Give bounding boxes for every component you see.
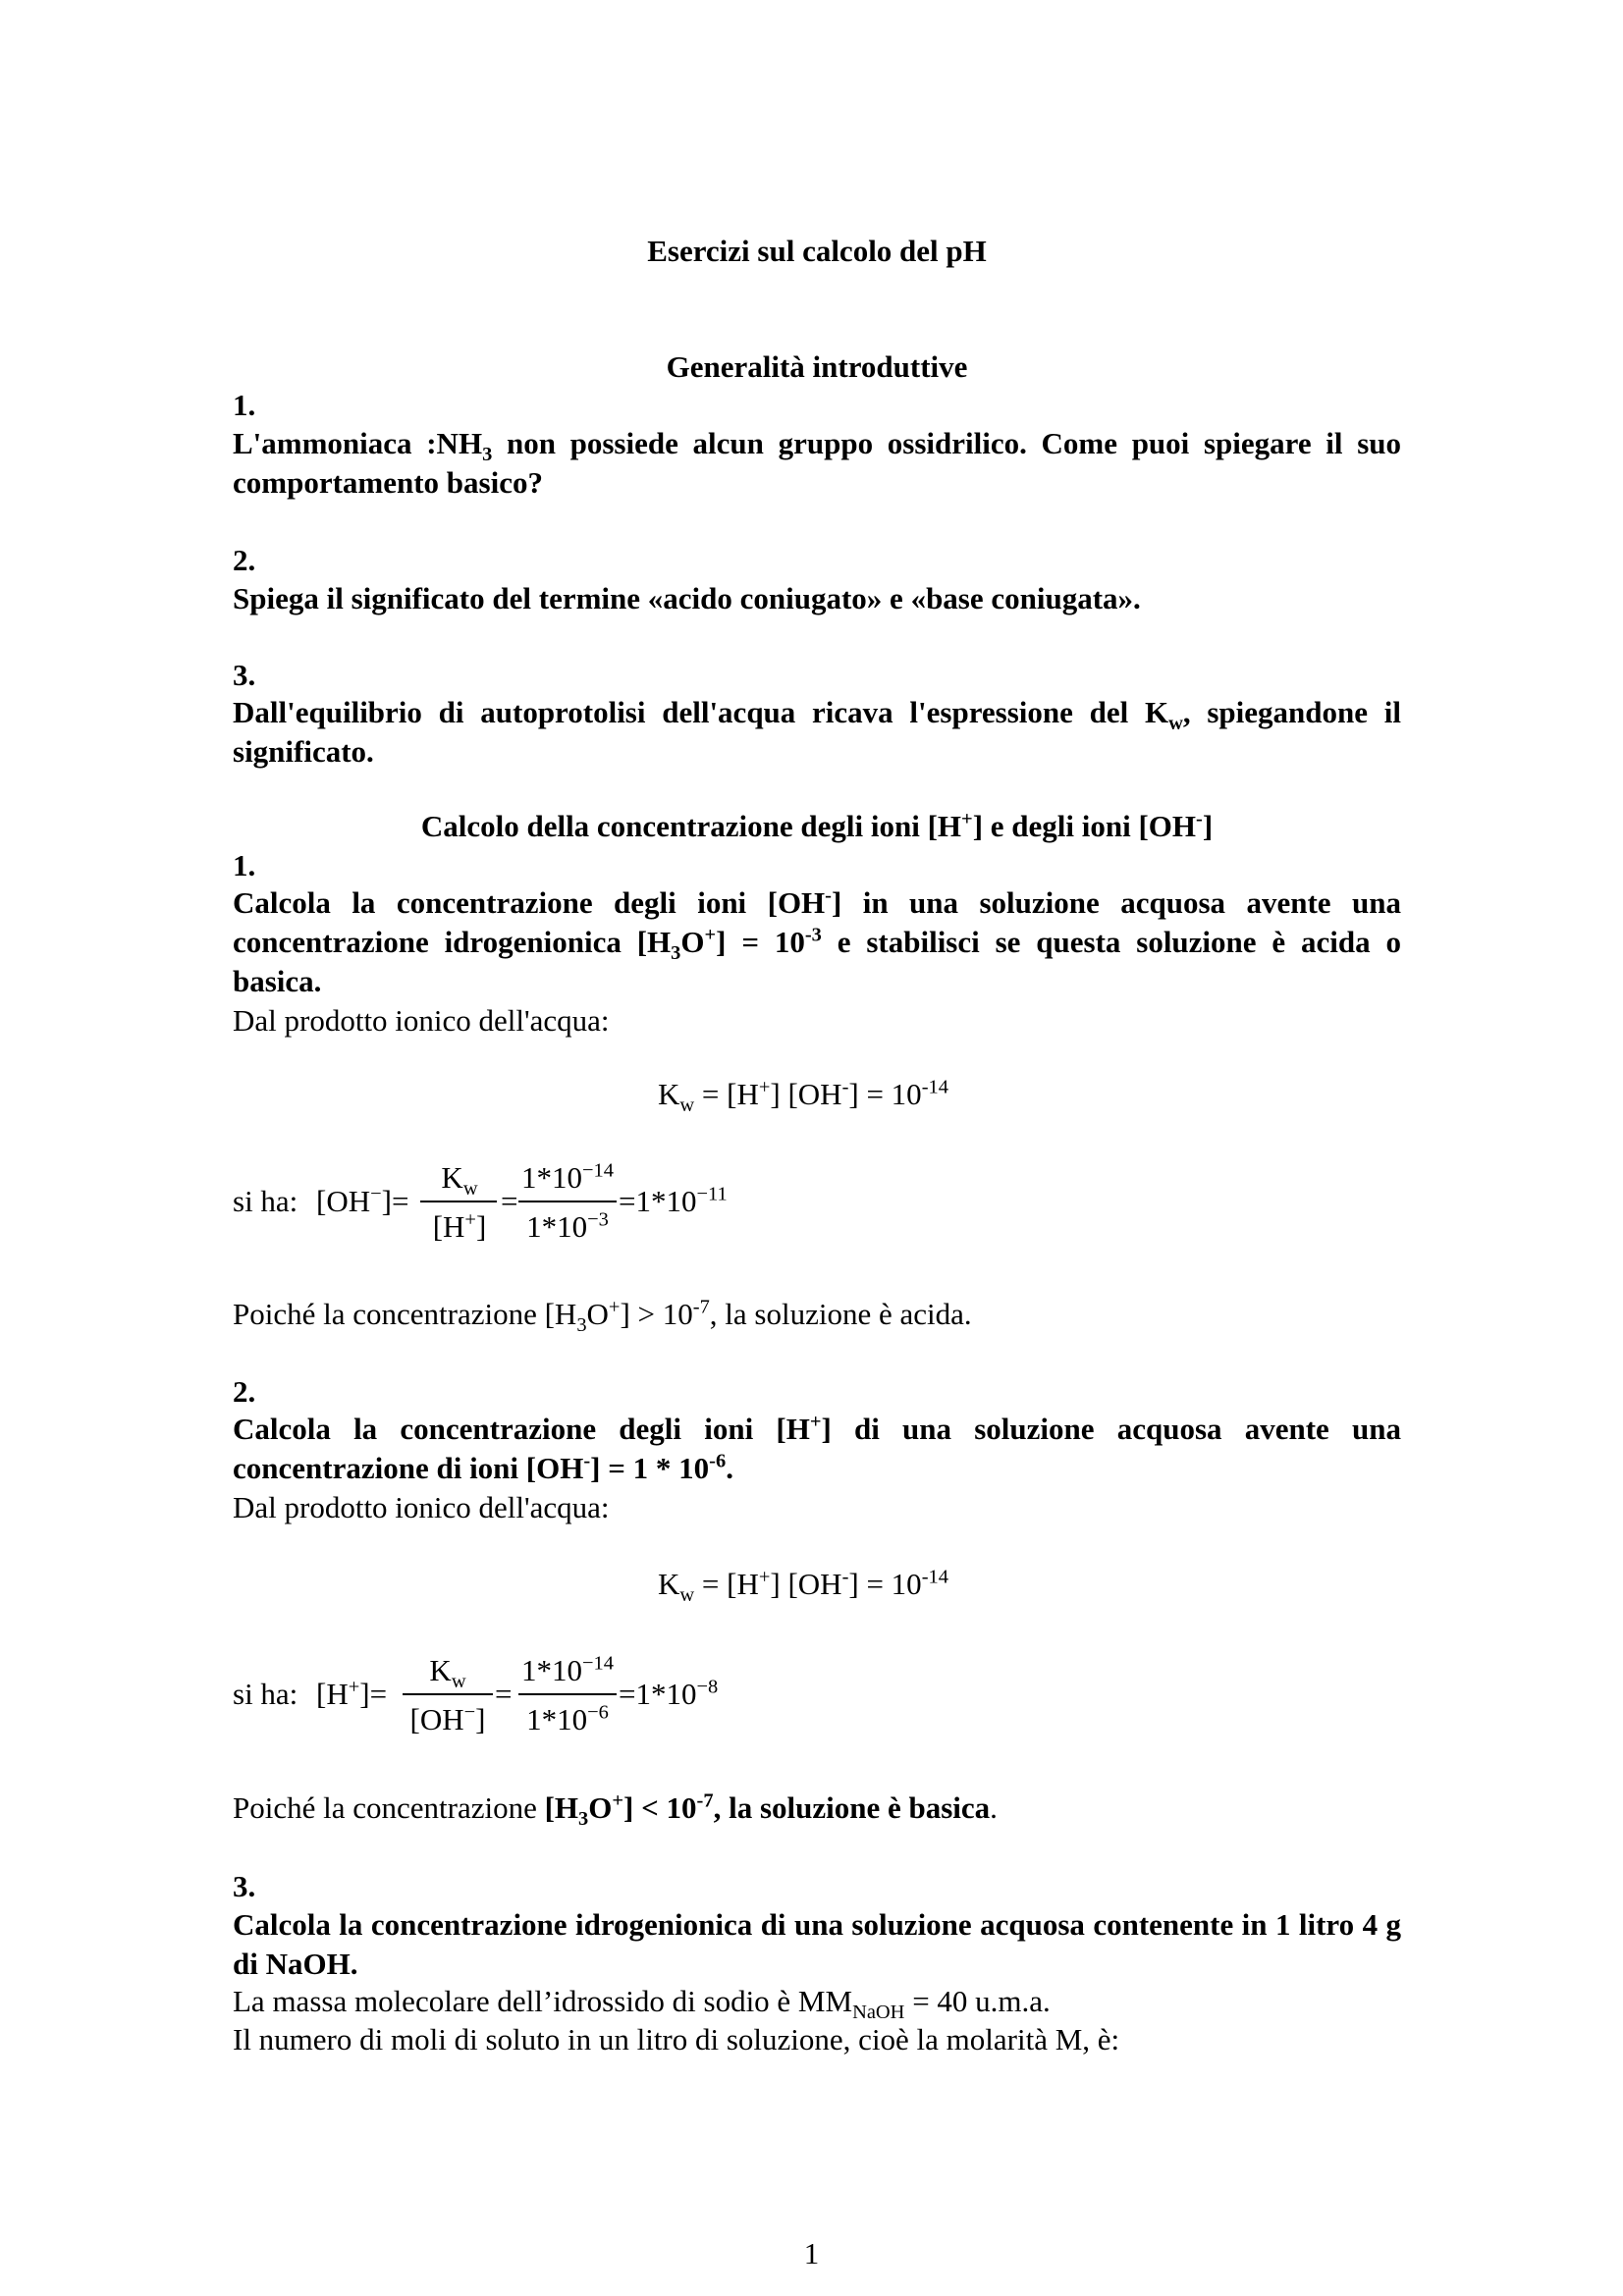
- conclusion-text: Poiché la concentrazione $[H_3O^+] > 10^{-7}$, la soluzione è acida.: [233, 1296, 972, 1337]
- explanation-text: Dal prodotto ionico dell'acqua:: [233, 1490, 610, 1524]
- exercise-number: 3.: [233, 1869, 256, 1903]
- fraction-numerator: $K_w$: [441, 1160, 478, 1201]
- fraction-numerator: $K_w$: [429, 1653, 466, 1693]
- fraction-denominator: [OH−]: [409, 1701, 486, 1736]
- explanation-text: Il numero di moli di soluto in un litro di soluzione, cioè la molarità M, è:: [233, 2022, 1120, 2056]
- exercise-number: 1.: [233, 388, 256, 422]
- exercise-question: L'ammoniaca $:NH_3$ non possiede alcun gruppo ossidrilico. Come puoi spiegare il suo comportamento basico?: [233, 426, 1402, 500]
- fraction-denominator: [H+]: [432, 1208, 487, 1244]
- page-title: Esercizi sul calcolo del pH: [647, 234, 987, 268]
- kw-equation: $K_w = [H^+] [OH^-] = 10^{-14}$: [658, 1076, 948, 1117]
- formula-label: si ha:: [233, 1677, 298, 1711]
- equals-sign: =: [501, 1184, 518, 1218]
- fraction-bar: [518, 1201, 617, 1202]
- exercise-number: 2.: [233, 543, 256, 577]
- page-number: 1: [803, 2236, 820, 2270]
- fraction-numerator: $1*10^{-14}$: [521, 1159, 614, 1195]
- explanation-text: Dal prodotto ionico dell'acqua:: [233, 1003, 610, 1038]
- fraction-bar: [420, 1201, 497, 1202]
- explanation-text: La massa molecolare dell’idrossido di sodio è $MM_{NaOH} = 40$ u.m.a.: [233, 1984, 1051, 2024]
- fraction-denominator: $1*10^{-3}$: [526, 1208, 609, 1244]
- conclusion-text: Poiché la concentrazione $[H_3O^+] < 10^{-7}$, la soluzione è basica.: [233, 1789, 998, 1831]
- fraction-numerator: $1*10^{-14}$: [521, 1652, 614, 1687]
- section-heading-introduction: Generalità introduttive: [666, 349, 968, 384]
- exercise-number: 1.: [233, 848, 256, 882]
- fraction-bar: [518, 1693, 617, 1695]
- formula-lhs: [OH−]=: [316, 1183, 409, 1218]
- formula-result: $=1*10^{-11}$: [619, 1183, 728, 1218]
- exercise-question: Dall'equilibrio di autoprotolisi dell'acqua ricava l'espressione del $K_w$, spiegandone il significato.: [233, 695, 1401, 769]
- formula-label: si ha:: [233, 1184, 298, 1218]
- exercise-question: Calcola la concentrazione idrogenionica di una soluzione acquosa contenente in 1 litro 4 g di NaOH.: [233, 1907, 1401, 1981]
- section-heading-concentration: Calcolo della concentrazione degli ioni [H+] e degli ioni [OH-]: [420, 808, 1214, 843]
- exercise-question: Spiega il significato del termine «acido coniugato» e «base coniugata».: [233, 581, 1141, 615]
- exercise-question: Calcola la concentrazione degli ioni [H+] di una soluzione acquosa avente una concentrazione di ioni $[OH^-] = 1 * 10^{-6}$.: [233, 1411, 1401, 1485]
- kw-equation: $K_w = [H^+] [OH^-] = 10^{-14}$: [658, 1566, 948, 1607]
- equals-sign: =: [495, 1677, 513, 1711]
- exercise-number: 2.: [233, 1374, 256, 1409]
- formula-lhs: [H+]=: [316, 1676, 388, 1711]
- exercise-question: Calcola la concentrazione degli ioni [OH-] in una soluzione acquosa avente una concentrazione idrogenionica $[H_3O^+] = 10^{-3}$ e stabilisci se questa soluzione è acida o basica.: [233, 884, 1401, 998]
- fraction-bar: [403, 1693, 493, 1695]
- formula-result: $=1*10^{-8}$: [619, 1676, 719, 1711]
- fraction-denominator: $1*10^{-6}$: [526, 1701, 609, 1736]
- exercise-number: 3.: [233, 658, 256, 692]
